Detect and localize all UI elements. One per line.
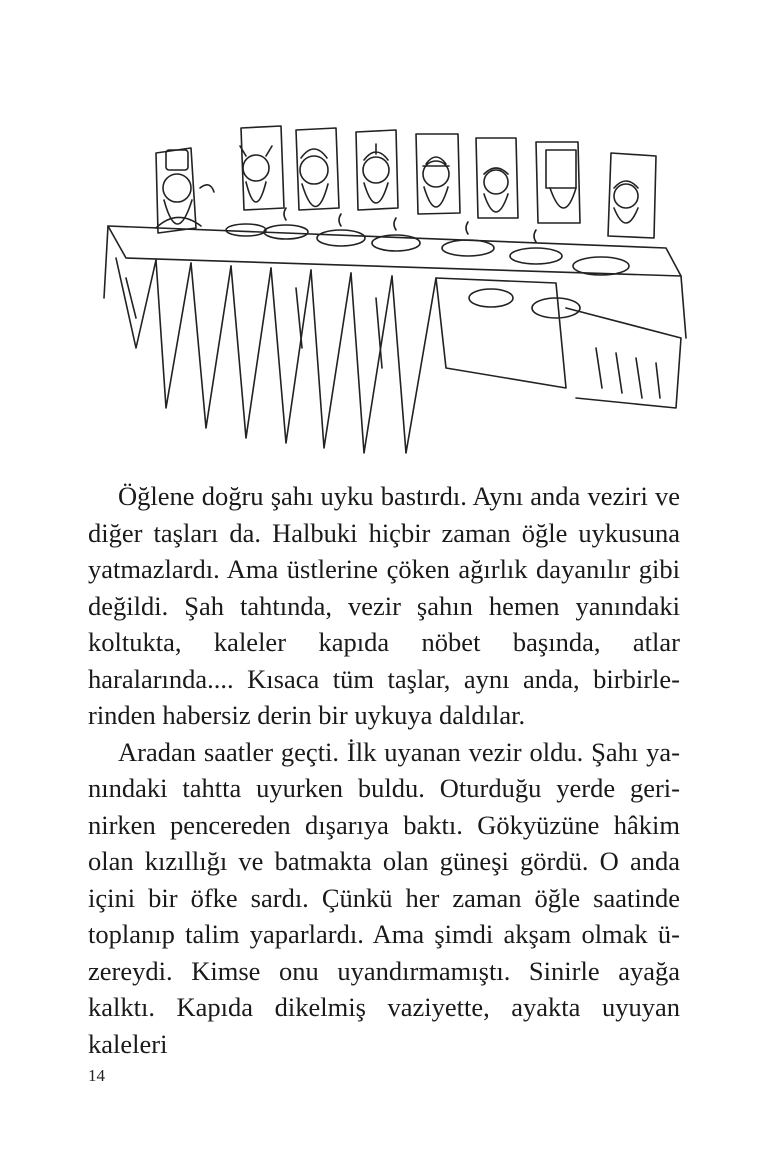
paragraph-2: Aradan saatler geçti. İlk uyanan vezir oldu. Şahı yanındaki tahtta uyurken buldu. Oturduğu yerde gerinirken pencereden dışarıya baktı. Gökyüzüne hâkim olan kızıllığı ve batmakta olan güneşi gördü. O anda içini bir öfke sardı. Çünkü her zaman öğle saatinde toplanıp talim yaparlardı. Ama şimdi akşam olmak üzereydi. Kimse onu uyandırmamıştı. Sinirle ayağa kalktı. Kapıda dikelmiş vaziyette, ayakta uyuyan kaleleri	[88, 736, 680, 1059]
banquet-table-sketch-icon	[96, 108, 688, 460]
body-text	[88, 478, 680, 1062]
page-number: 14	[88, 1066, 105, 1085]
banquet-illustration	[96, 108, 688, 460]
paragraph-1: Öğlene doğru şahı uyku bastırdı. Aynı anda veziri ve diğer taşları da. Halbuki hiçbir zaman öğle uykusuna yatmazlardı. Ama üstlerine çöken ağırlık dayanılır gibi değildi. Şah tahtında, vezir şahın hemen yanındaki koltukta, kaleler kapıda nöbet başında, atlar haralarında.... Kısaca tüm taşlar, aynı anda, birbirlerinden habersiz derin bir uykuya daldılar.	[88, 481, 680, 730]
